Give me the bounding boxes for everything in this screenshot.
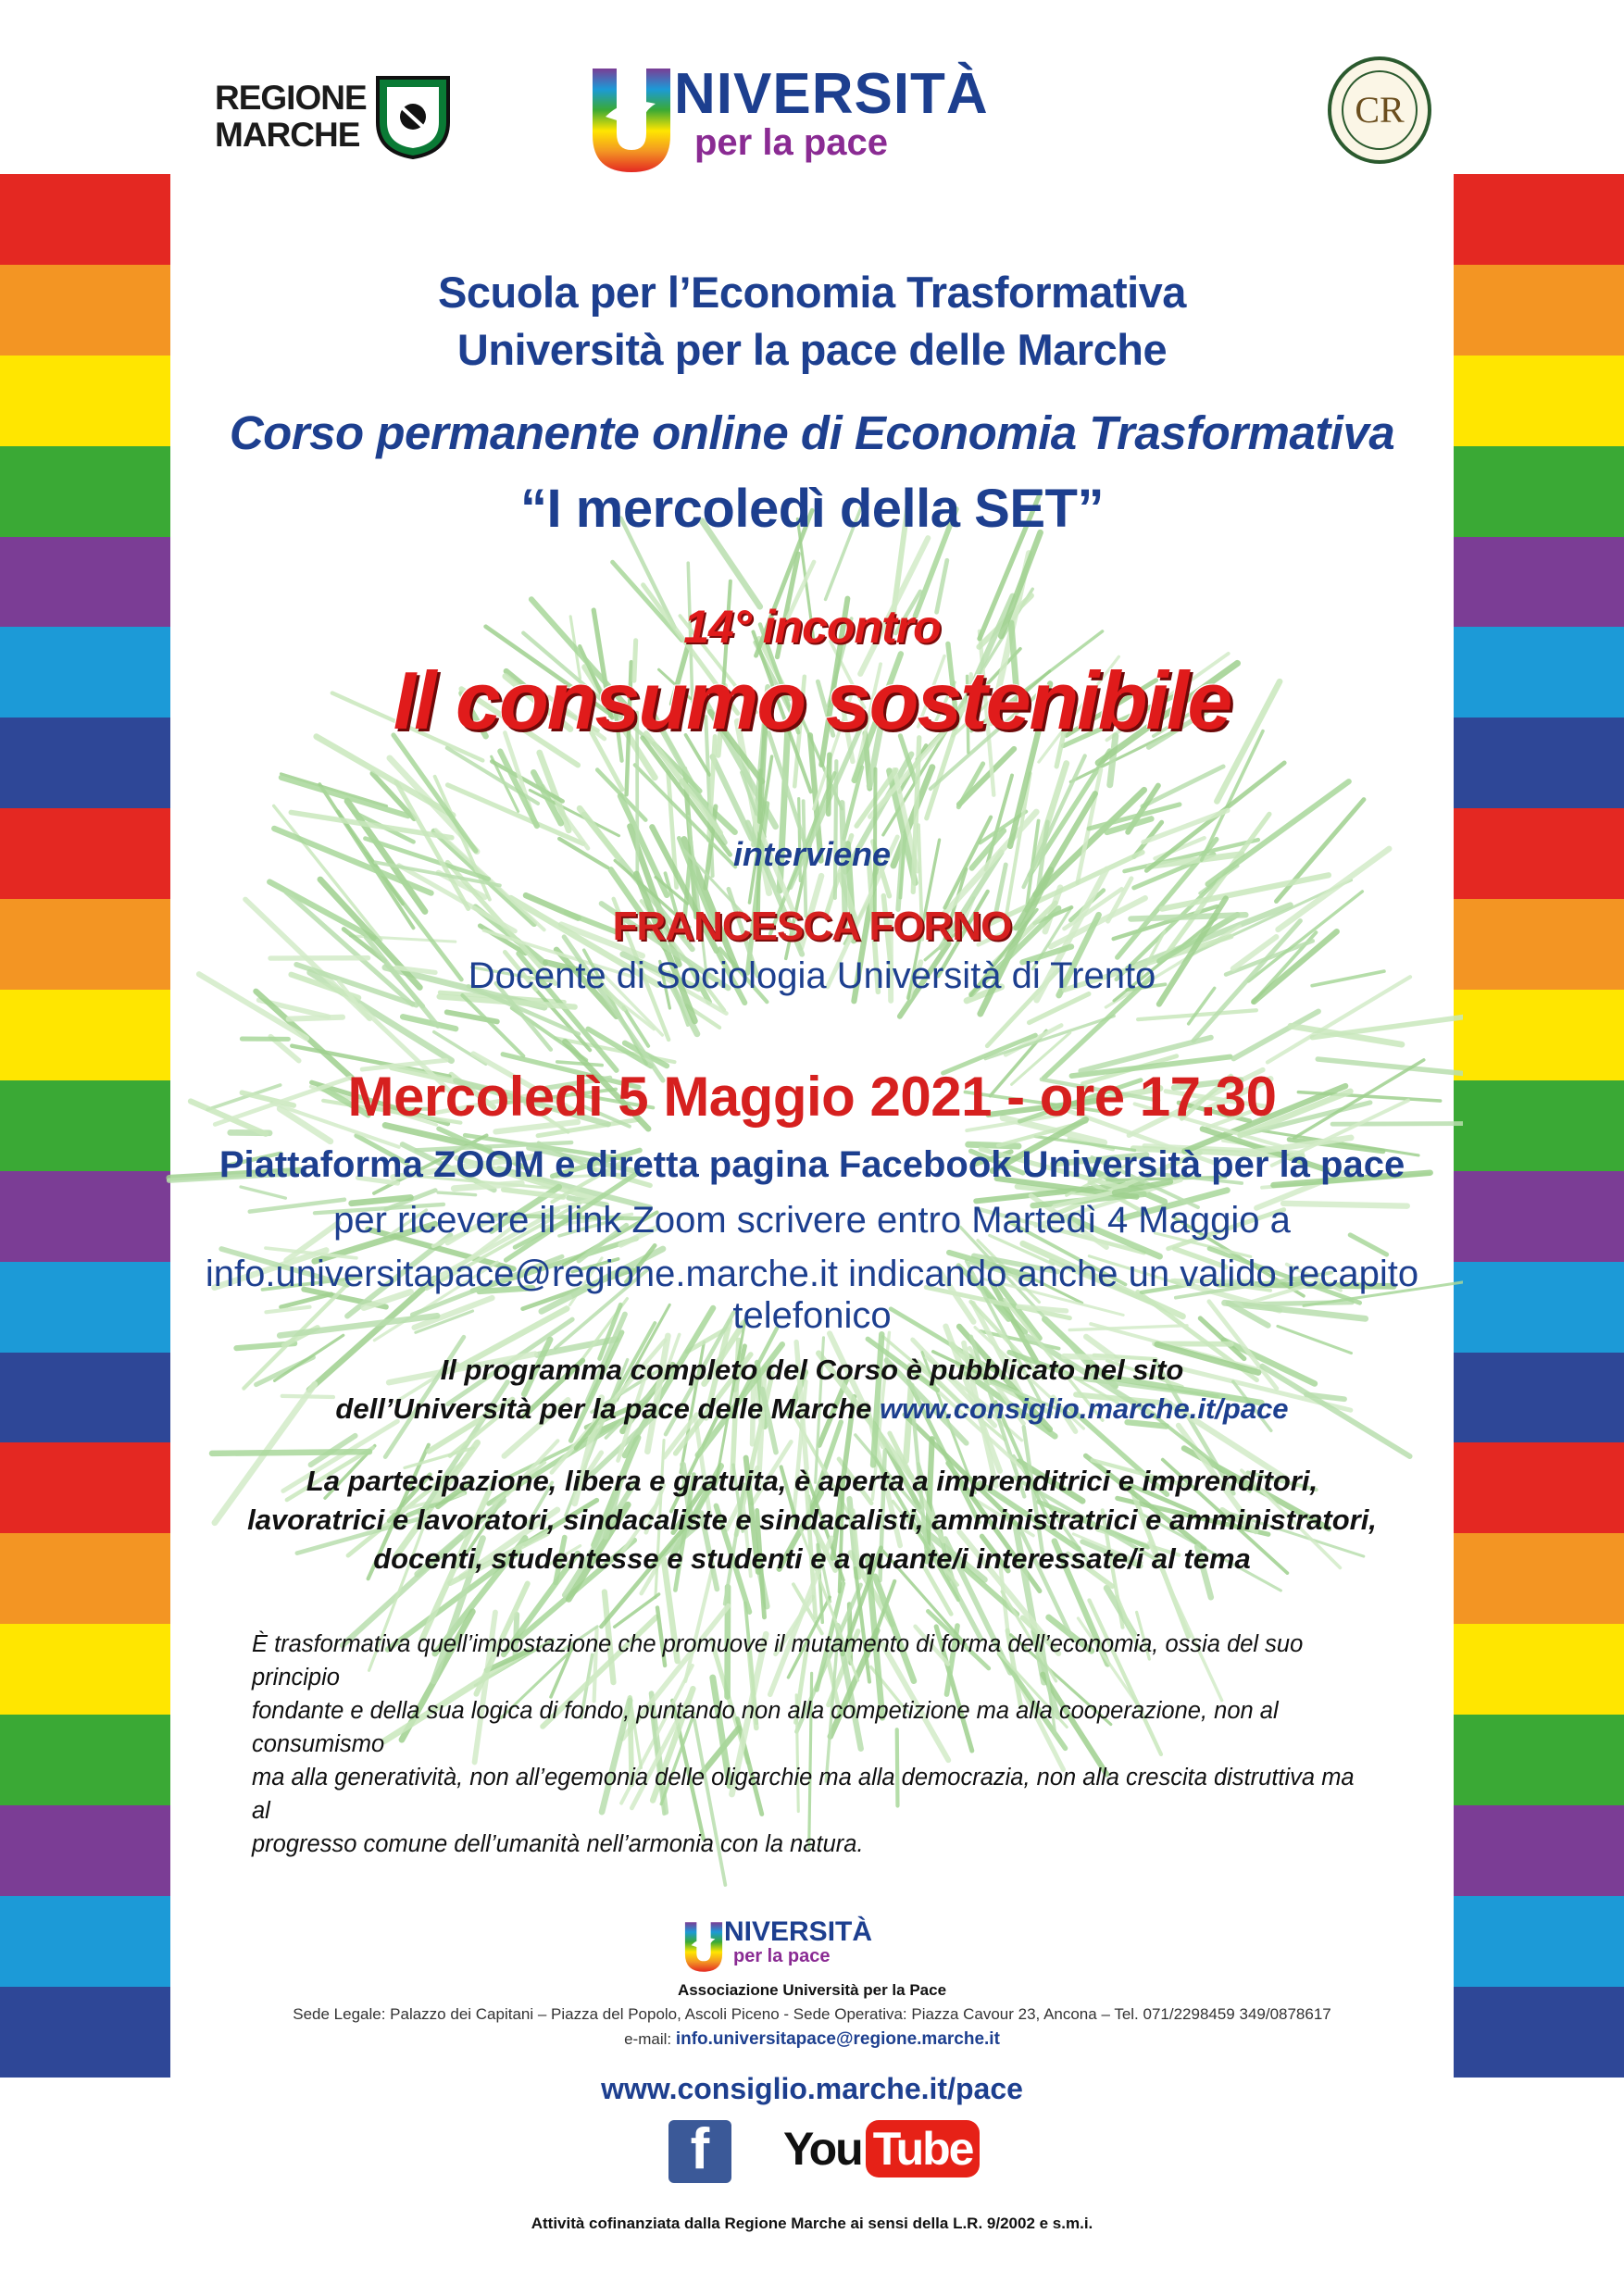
- association-address: Sede Legale: Palazzo dei Capitani – Piazza del Popolo, Ascoli Piceno - Sede Operativa: Piazza Cavour 23, Ancona – Tel. 071/2298459 349/0878617: [293, 2005, 1331, 2023]
- intervenes-label: interviene: [732, 835, 892, 873]
- rainbow-stripe: [1454, 899, 1624, 990]
- regione-shield-icon: [374, 74, 452, 159]
- rainbow-stripe: [0, 174, 170, 265]
- universita-pace-logo: [589, 61, 1089, 181]
- rainbow-stripe: [0, 1896, 170, 1987]
- uni-logo-word: NIVERSITÀ: [674, 62, 989, 126]
- program-line2: [170, 1392, 1454, 1426]
- rainbow-stripe: [0, 356, 170, 446]
- rainbow-stripe: [1454, 1624, 1624, 1715]
- facebook-icon-glyph: f: [690, 2117, 710, 2181]
- rainbow-stripe: [1454, 265, 1624, 356]
- participation-line3: docenti, studentesse e studenti e a quante/i interessate/i al tema: [373, 1542, 1251, 1575]
- footer-universita-logo: [683, 1916, 952, 1978]
- speaker-name: FRANCESCA FORNO: [612, 904, 1012, 949]
- rainbow-stripe: [0, 1715, 170, 1805]
- rainbow-stripe: [0, 446, 170, 537]
- rainbow-stripe: [0, 1080, 170, 1171]
- regione-logo-line1: REGIONE: [215, 79, 367, 117]
- program-line1: Il programma completo del Corso è pubblicato nel sito: [440, 1354, 1184, 1386]
- rainbow-stripe: [1454, 356, 1624, 446]
- youtube-tube-text: Tube: [866, 2120, 981, 2177]
- rainbow-stripe: [1454, 174, 1624, 265]
- association-email[interactable]: info.universitapace@regione.marche.it: [675, 2029, 1000, 2049]
- rainbow-stripe: [1454, 1442, 1624, 1533]
- consiglio-seal-icon: [1326, 56, 1433, 165]
- rainbow-stripe: [0, 990, 170, 1080]
- description-line4: progresso comune dell’umanità nell’armonia con la natura.: [252, 1831, 864, 1857]
- rainbow-stripe: [1454, 446, 1624, 537]
- youtube-you-text: You: [783, 2123, 862, 2175]
- rainbow-stripe: [1454, 718, 1624, 808]
- footer-rainbow-u-icon: [683, 1920, 724, 1974]
- svg-text:CR: CR: [1355, 89, 1405, 131]
- rainbow-stripe: [0, 1353, 170, 1443]
- rainbow-stripe: [1454, 1805, 1624, 1896]
- meeting-number: 14° incontro: [683, 601, 941, 653]
- rainbow-stripe: [0, 1533, 170, 1624]
- consiglio-regionale-seal: [1326, 56, 1433, 169]
- series-title: “I mercoledì della SET”: [520, 479, 1104, 539]
- rainbow-stripe: [1454, 1896, 1624, 1987]
- rainbow-stripes-right: [1454, 174, 1624, 2078]
- rainbow-stripe: [1454, 1715, 1624, 1805]
- rainbow-stripe: [0, 1624, 170, 1715]
- rainbow-stripe: [1454, 990, 1624, 1080]
- zoom-info-line2: info.universitapace@regione.marche.it indicando anche un valido recapito telefonico: [205, 1254, 1419, 1336]
- description-line3: ma alla generatività, non all’egemonia delle oligarchie ma alla democrazia, non alla crescita distruttiva ma al: [252, 1765, 1355, 1824]
- rainbow-stripe: [0, 537, 170, 628]
- rainbow-stripe: [1454, 808, 1624, 899]
- rainbow-stripe: [0, 1805, 170, 1896]
- description-paragraph: [252, 1628, 1363, 1861]
- rainbow-stripe: [0, 627, 170, 718]
- regione-logo-line2: MARCHE: [215, 116, 360, 154]
- association-email-line: [170, 2029, 1454, 2050]
- rainbow-stripes-left: [0, 174, 170, 2078]
- rainbow-stripe: [1454, 1171, 1624, 1262]
- cofinancing-note: Attività cofinanziata dalla Regione Marche ai sensi della L.R. 9/2002 e s.m.i.: [531, 2215, 1093, 2232]
- rainbow-stripe: [1454, 1987, 1624, 2078]
- event-platform: Piattaforma ZOOM e diretta pagina Facebook Università per la pace: [219, 1144, 1405, 1185]
- program-line2-text: dell’Università per la pace delle Marche: [335, 1392, 880, 1425]
- speaker-role: Docente di Sociologia Università di Trento: [468, 955, 1156, 996]
- course-title: Corso permanente online di Economia Trasformativa: [229, 406, 1395, 459]
- footer-logo-word: NIVERSITÀ: [724, 1916, 873, 1947]
- rainbow-stripe: [1454, 1533, 1624, 1624]
- footer-website[interactable]: www.consiglio.marche.it/pace: [601, 2072, 1023, 2105]
- uni-logo-sub: per la pace: [694, 122, 889, 163]
- university-title: Università per la pace delle Marche: [456, 325, 1168, 374]
- description-line2: fondante e della sua logica di fondo, puntando non alla competizione ma alla cooperazione, non al consumismo: [252, 1698, 1279, 1757]
- program-website-link[interactable]: www.consiglio.marche.it/pace: [879, 1392, 1289, 1425]
- rainbow-stripe: [1454, 1080, 1624, 1171]
- rainbow-stripe: [0, 1987, 170, 2078]
- rainbow-stripe: [0, 718, 170, 808]
- footer-logo-sub: per la pace: [733, 1946, 831, 1966]
- participation-line1: La partecipazione, libera e gratuita, è aperta a imprenditrici e imprenditori,: [306, 1465, 1318, 1497]
- event-title: Il consumo sostenibile: [393, 655, 1231, 746]
- rainbow-stripe: [0, 1171, 170, 1262]
- school-title: Scuola per l’Economia Trasformativa: [438, 268, 1186, 317]
- rainbow-stripe: [1454, 627, 1624, 718]
- youtube-icon[interactable]: [783, 2120, 980, 2187]
- rainbow-stripe: [0, 899, 170, 990]
- rainbow-stripe: [0, 1442, 170, 1533]
- zoom-info-line1: per ricevere il link Zoom scrivere entro Martedì 4 Maggio a: [333, 1200, 1291, 1241]
- rainbow-stripe: [1454, 1262, 1624, 1353]
- regione-marche-logo: [215, 74, 452, 159]
- rainbow-u-dove-icon: [589, 65, 674, 176]
- association-name: Associazione Università per la Pace: [677, 1981, 947, 1999]
- rainbow-stripe: [0, 265, 170, 356]
- facebook-icon[interactable]: [668, 2117, 731, 2183]
- rainbow-stripe: [1454, 537, 1624, 628]
- email-label: e-mail:: [624, 2030, 676, 2048]
- participation-line2: lavoratrici e lavoratori, sindacaliste e sindacalisti, amministratrici e amministratori,: [247, 1504, 1377, 1536]
- event-date: Mercoledì 5 Maggio 2021 - ore 17.30: [347, 1066, 1277, 1128]
- rainbow-stripe: [0, 808, 170, 899]
- rainbow-stripe: [1454, 1353, 1624, 1443]
- description-line1: È trasformativa quell’impostazione che promuove il mutamento di forma dell’economia, ossia del suo principio: [252, 1631, 1304, 1691]
- rainbow-stripe: [0, 1262, 170, 1353]
